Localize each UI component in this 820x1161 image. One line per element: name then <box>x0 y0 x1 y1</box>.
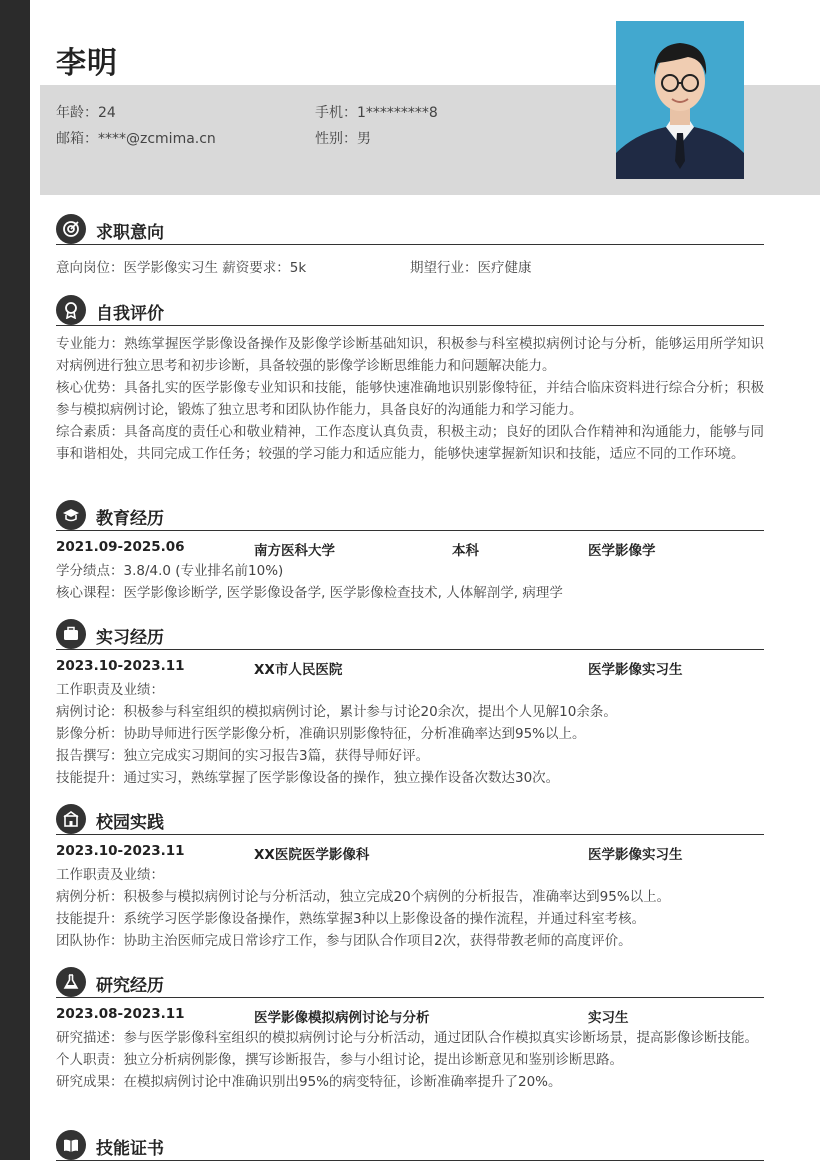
section-title: 实习经历 <box>96 628 164 648</box>
self-eval-paragraph: 综合素质：具备高度的责任心和敬业精神，工作态度认真负责，积极主动；良好的团队合作精神和沟通能力，能够与同事和谐相处，共同完成工作任务；较强的学习能力和适应能力，能够快速掌握新知识和技能，适应不同的工作环境。 <box>56 424 764 462</box>
badge-icon <box>56 295 86 325</box>
building-icon <box>56 804 86 834</box>
section-skills <box>56 1130 764 1161</box>
section-title: 校园实践 <box>96 813 164 833</box>
research-paragraph: 个人职责：独立分析病例影像，撰写诊断报告，参与小组讨论，提出诊断意见和鉴别诊断思路。 <box>56 1052 623 1068</box>
section-header <box>56 214 764 245</box>
campus-line: 工作职责及业绩： <box>56 867 164 883</box>
section-internship <box>56 619 764 789</box>
internship-row <box>56 655 764 679</box>
left-sidebar-bar <box>0 0 30 1160</box>
flask-icon <box>56 967 86 997</box>
section-job-intent <box>56 214 764 281</box>
self-eval-paragraph: 核心优势：具备扎实的医学影像专业知识和技能，能够快速准确地识别影像特征，并结合临床资料进行综合分析；积极参与模拟病例讨论，锻炼了独立思考和团队协作能力，具备良好的沟通能力和学习能力。 <box>56 380 764 418</box>
section-header <box>56 619 764 650</box>
internship-role: 医学影像实习生 <box>588 662 683 678</box>
section-title: 自我评价 <box>96 304 164 324</box>
internship-line: 病例讨论：积极参与科室组织的模拟病例讨论，累计参与讨论20余次，提出个人见解10余条。 <box>56 704 617 720</box>
section-title: 求职意向 <box>96 223 164 243</box>
email-field: 邮箱：****@zcmima.cn <box>56 131 216 147</box>
intent-industry: 期望行业：医疗健康 <box>410 260 532 276</box>
section-self-evaluation <box>56 295 764 465</box>
education-date: 2021.09-2025.06 <box>56 539 185 555</box>
research-row <box>56 1003 764 1027</box>
research-paragraph: 研究成果：在模拟病例讨论中准确识别出95%的病变特征，诊断准确率提升了20%。 <box>56 1074 562 1090</box>
section-header <box>56 804 764 835</box>
section-header <box>56 1130 764 1161</box>
research-role: 实习生 <box>588 1010 629 1026</box>
education-gpa: 学分绩点：3.8/4.0 (专业排名前10%) <box>56 563 284 579</box>
candidate-name: 李明 <box>56 46 118 81</box>
campus-row <box>56 840 764 864</box>
internship-date: 2023.10-2023.11 <box>56 658 185 674</box>
education-courses: 核心课程：医学影像诊断学, 医学影像设备学, 医学影像检查技术, 人体解剖学, 病理学 <box>56 585 563 601</box>
internship-line: 报告撰写：独立完成实习期间的实习报告3篇，获得导师好评。 <box>56 748 430 764</box>
campus-line: 技能提升：系统学习医学影像设备操作，熟练掌握3种以上影像设备的操作流程，并通过科室考核。 <box>56 911 646 927</box>
campus-role: 医学影像实习生 <box>588 847 683 863</box>
campus-line: 团队协作：协助主治医师完成日常诊疗工作，参与团队合作项目2次，获得带教老师的高度评价。 <box>56 933 632 949</box>
campus-org: XX医院医学影像科 <box>254 847 370 863</box>
internship-line: 技能提升：通过实习，熟练掌握了医学影像设备的操作，独立操作设备次数达30次。 <box>56 770 560 786</box>
campus-line: 病例分析：积极参与模拟病例讨论与分析活动，独立完成20个病例的分析报告，准确率达到95%以上。 <box>56 889 671 905</box>
education-row <box>56 536 764 560</box>
education-major: 医学影像学 <box>588 543 656 559</box>
section-header <box>56 295 764 326</box>
education-degree: 本科 <box>452 543 479 559</box>
target-icon <box>56 214 86 244</box>
campus-date: 2023.10-2023.11 <box>56 843 185 859</box>
research-project: 医学影像模拟病例讨论与分析 <box>254 1010 430 1026</box>
intent-position-salary: 意向岗位：医学影像实习生 薪资要求：5k <box>56 260 307 276</box>
section-title: 技能证书 <box>96 1139 164 1159</box>
section-title: 研究经历 <box>96 976 164 996</box>
section-title: 教育经历 <box>96 509 164 529</box>
profile-photo <box>616 21 744 179</box>
research-paragraph: 研究描述：参与医学影像科室组织的模拟病例讨论与分析活动，通过团队合作模拟真实诊断场景，提高影像诊断技能。 <box>56 1030 758 1046</box>
internship-line: 影像分析：协助导师进行医学影像分析，准确识别影像特征，分析准确率达到95%以上。 <box>56 726 586 742</box>
self-eval-paragraph: 专业能力：熟练掌握医学影像设备操作及影像学诊断基础知识，积极参与科室模拟病例讨论与分析，能够运用所学知识对病例进行独立思考和初步诊断，具备较强的影像学诊断思维能力和问题解决能力。 <box>56 336 764 374</box>
gender-field: 性别：男 <box>315 131 371 147</box>
graduation-cap-icon <box>56 500 86 530</box>
book-icon <box>56 1130 86 1160</box>
section-research <box>56 967 764 1093</box>
briefcase-icon <box>56 619 86 649</box>
section-header <box>56 500 764 531</box>
section-campus-practice <box>56 804 764 952</box>
section-education <box>56 500 764 604</box>
internship-org: XX市人民医院 <box>254 662 343 678</box>
research-date: 2023.08-2023.11 <box>56 1006 185 1022</box>
phone-field: 手机：1*********8 <box>315 105 438 121</box>
education-school: 南方医科大学 <box>254 543 335 559</box>
section-header <box>56 967 764 998</box>
age-field: 年龄：24 <box>56 105 116 121</box>
internship-line: 工作职责及业绩： <box>56 682 164 698</box>
